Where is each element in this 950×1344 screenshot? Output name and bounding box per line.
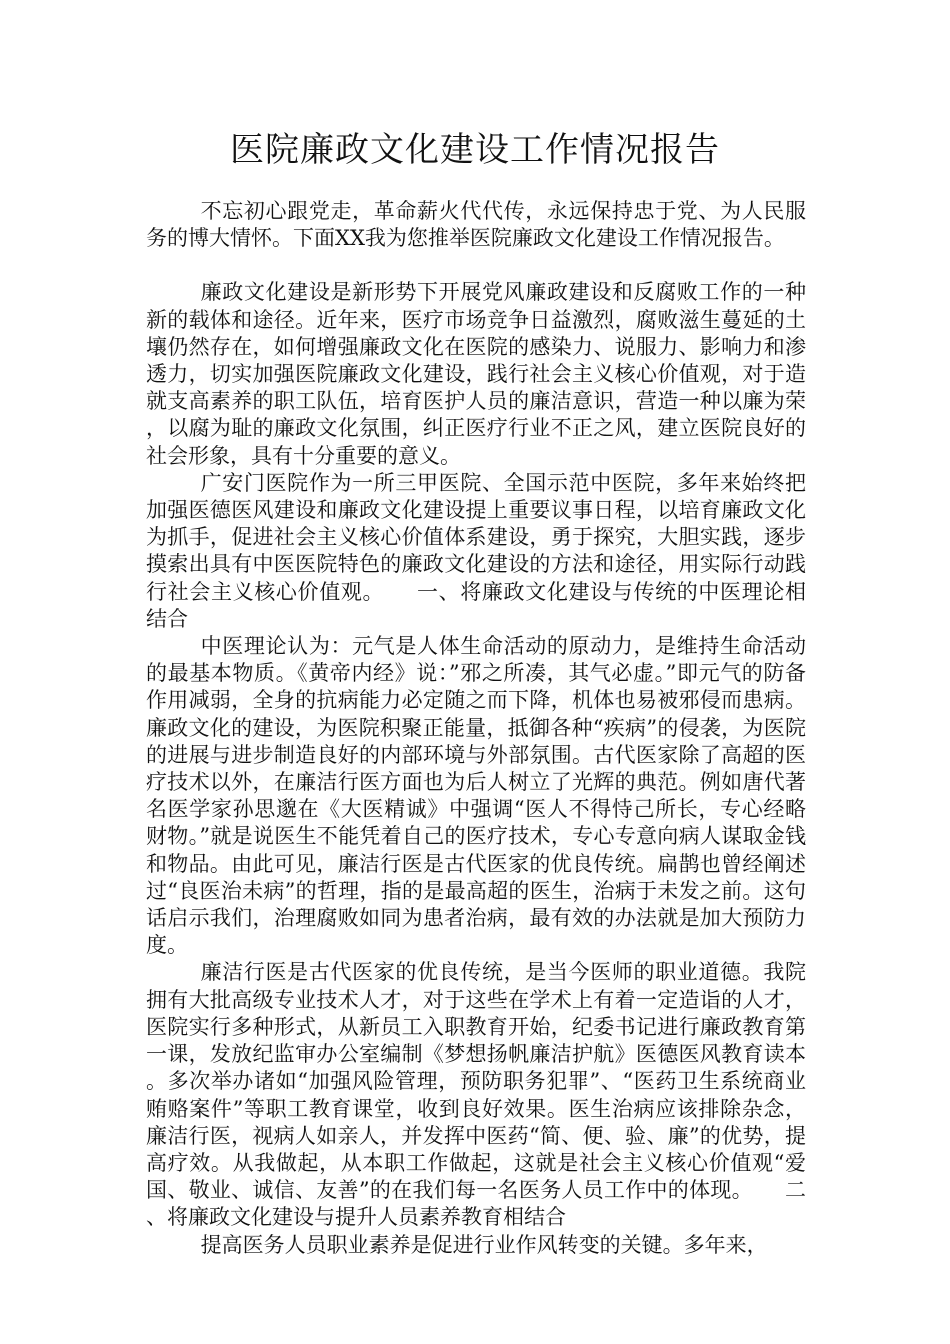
paragraph-4: 廉洁行医是古代医家的优良传统，是当今医师的职业道德。我院拥有大批高级专业技术人才，对于这些在学术上有着一定造诣的人才，医院实行多种形式，从新员工入职教育开始，纪委书记进行廉政教育第一课，发放纪监审办公室编制《梦想扬帆廉洁护航》医德医风教育读本。多次举办诸如“加强风险管理，预防职务犯罪”、“医药卫生系统商业贿赂案件”等职工教育课堂，收到良好效果。医生治病应该排除杂念，廉洁行医，视病人如亲人，并发挥中医药“简、便、验、廉”的优势，提高疗效。从我做起，从本职工作做起，这就是社会主义核心价值观“爱国、敬业、诚信、友善”的在我们每一名医务人员工作中的体现。 二、将廉政文化建设与提升人员素养教育相结合 bbox=[146, 960, 806, 1230]
paragraph-intro: 不忘初心跟党走，革命薪火代代传，永远保持忠于党、为人民服务的博大情怀。下面XX我为您推举医院廉政文化建设工作情况报告。 bbox=[146, 199, 806, 251]
document-body bbox=[146, 198, 806, 1259]
paragraph-spacer bbox=[146, 252, 806, 279]
paragraph-3: 中医理论认为：元气是人体生命活动的原动力，是维持生命活动的最基本物质。《黄帝内经》说：”邪之所凑，其气必虚。”即元气的防备作用减弱，全身的抗病能力必定随之而下降，机体也易被邪侵而患病。廉政文化的建设，为医院积聚正能量，抵御各种“疾病”的侵袭，为医院的进展与进步制造良好的内部环境与外部氛围。古代医家除了高超的医疗技术以外，在廉洁行医方面也为后人树立了光辉的典范。例如唐代著名医学家孙思邈在《大医精诚》中强调“医人不得恃己所长，专心经略财物。”就是说医生不能凭着自己的医疗技术，专心专意向病人谋取金钱和物品。由此可见，廉洁行医是古代医家的优良传统。扁鹊也曾经阐述过“良医治未病”的哲理，指的是最高超的医生，治病于未发之前。这句话启示我们，治理腐败如同为患者治病，最有效的办法就是加大预防力度。 bbox=[146, 634, 806, 958]
paragraph-5: 提高医务人员职业素养是促进行业作风转变的关键。多年来， bbox=[200, 1232, 768, 1257]
paragraph-2: 广安门医院作为一所三甲医院、全国示范中医院，多年来始终把加强医德医风建设和廉政文化建设提上重要议事日程，以培育廉政文化为抓手，促进社会主义核心价值体系建设，勇于探究，大胆实践，逐步摸索出具有中医医院特色的廉政文化建设的方法和途径，用实际行动践行社会主义核心价值观。 一、将廉政文化建设与传统的中医理论相结合 bbox=[146, 470, 806, 631]
document-title: 医院廉政文化建设工作情况报告 bbox=[230, 130, 720, 170]
paragraph-1: 廉政文化建设是新形势下开展党风廉政建设和反腐败工作的一种新的载体和途径。近年来，医疗市场竞争日益激烈，腐败滋生蔓延的土壤仍然存在，如何增强廉政文化在医院的感染力、说服力、影响力和渗透力，切实加强医院廉政文化建设，践行社会主义核心价值观，对于造就支高素养的职工队伍，培育医护人员的廉洁意识，营造一种以廉为荣，以腐为耻的廉政文化氛围，纠正医疗行业不正之风，建立医院良好的社会形象，具有十分重要的意义。 bbox=[146, 280, 806, 468]
